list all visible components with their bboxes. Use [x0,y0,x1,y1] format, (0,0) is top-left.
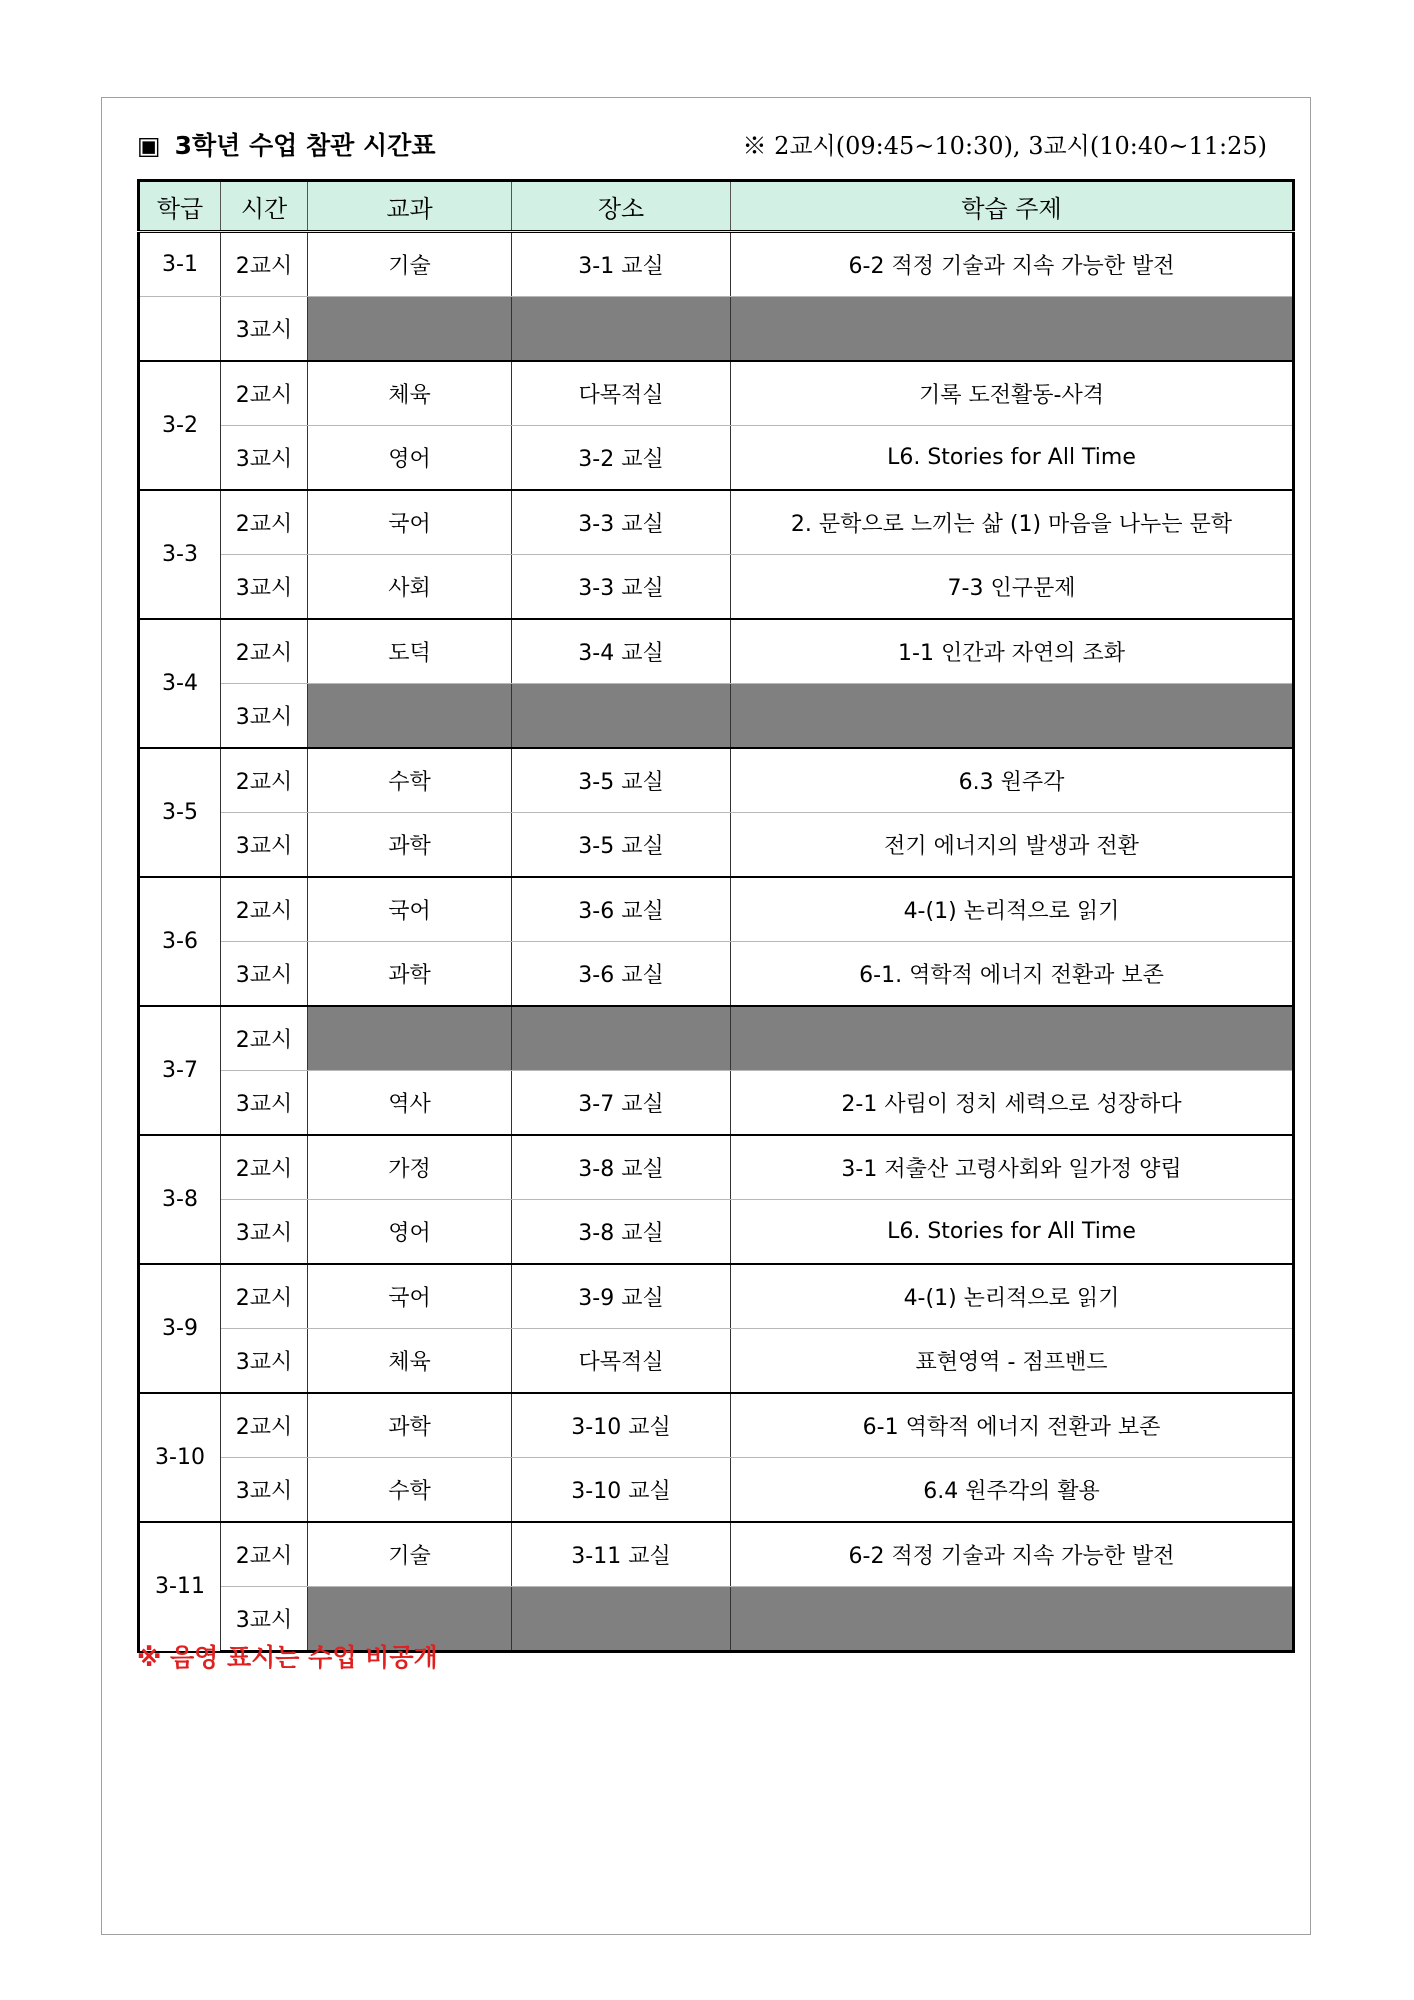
subject-cell: 수학 [308,748,512,813]
subject-cell: 기술 [308,232,512,297]
place-cell: 3-5 교실 [512,813,731,878]
period-cell: 3교시 [221,942,308,1007]
period-cell: 2교시 [221,490,308,555]
period-cell: 2교시 [221,1135,308,1200]
place-cell: 3-3 교실 [512,555,731,620]
closed-place-cell [512,297,731,362]
place-cell: 다목적실 [512,1329,731,1394]
class-cell: 3-7 [139,1006,221,1135]
topic-cell: 6-1 역학적 에너지 전환과 보존 [731,1393,1294,1458]
topic-cell: 2-1 사림이 정치 세력으로 성장하다 [731,1071,1294,1136]
place-cell: 3-2 교실 [512,426,731,491]
class-cell: 3-4 [139,619,221,748]
topic-cell: 4-(1) 논리적으로 읽기 [731,877,1294,942]
period-cell: 3교시 [221,1329,308,1394]
table-row [139,619,1294,684]
topic-cell: 1-1 인간과 자연의 조화 [731,619,1294,684]
table-row [139,232,1294,297]
table-row [139,555,1294,620]
period-cell: 2교시 [221,1522,308,1587]
period-cell: 3교시 [221,813,308,878]
place-cell: 다목적실 [512,361,731,426]
period-cell: 2교시 [221,1393,308,1458]
period-cell: 3교시 [221,555,308,620]
topic-cell: 기록 도전활동-사격 [731,361,1294,426]
column-header-period: 시간 [221,181,308,232]
table-header-row [139,181,1294,232]
table-row [139,684,1294,749]
table-row [139,1071,1294,1136]
topic-cell: 6.4 원주각의 활용 [731,1458,1294,1523]
timetable-body [139,232,1294,1652]
closed-subject-cell [308,297,512,362]
topic-cell: L6. Stories for All Time [731,1200,1294,1265]
class-cell: 3-6 [139,877,221,1006]
table-row [139,813,1294,878]
topic-cell: 7-3 인구문제 [731,555,1294,620]
closed-topic-cell [731,297,1294,362]
place-cell: 3-4 교실 [512,619,731,684]
subject-cell: 체육 [308,1329,512,1394]
period-cell: 3교시 [221,1071,308,1136]
closed-place-cell [512,1006,731,1071]
table-row [139,1264,1294,1329]
table-row [139,1006,1294,1071]
place-cell: 3-11 교실 [512,1522,731,1587]
subject-cell: 국어 [308,877,512,942]
place-cell: 3-10 교실 [512,1458,731,1523]
period-cell: 2교시 [221,361,308,426]
table-row [139,426,1294,491]
topic-cell: 6-2 적정 기술과 지속 가능한 발전 [731,232,1294,297]
table-row [139,942,1294,1007]
subject-cell: 국어 [308,490,512,555]
topic-cell: 3-1 저출산 고령사회와 일가정 양립 [731,1135,1294,1200]
document-header [137,124,1267,168]
closed-topic-cell [731,1006,1294,1071]
place-cell: 3-7 교실 [512,1071,731,1136]
class-cell: 3-1 [139,232,221,297]
period-cell: 3교시 [221,1587,308,1652]
subject-cell: 기술 [308,1522,512,1587]
column-header-class: 학급 [139,181,221,232]
subject-cell: 영어 [308,426,512,491]
place-cell: 3-6 교실 [512,877,731,942]
subject-cell: 과학 [308,942,512,1007]
period-cell: 2교시 [221,232,308,297]
topic-cell: 표현영역 - 점프밴드 [731,1329,1294,1394]
table-row [139,877,1294,942]
column-header-place: 장소 [512,181,731,232]
period-cell: 3교시 [221,297,308,362]
topic-cell: L6. Stories for All Time [731,426,1294,491]
subject-cell: 가정 [308,1135,512,1200]
subject-cell: 도덕 [308,619,512,684]
observation-timetable [137,179,1295,1653]
subject-cell: 역사 [308,1071,512,1136]
place-cell: 3-8 교실 [512,1135,731,1200]
subject-cell: 수학 [308,1458,512,1523]
subject-cell: 국어 [308,1264,512,1329]
table-row [139,361,1294,426]
class-cell: 3-10 [139,1393,221,1522]
period-cell: 2교시 [221,877,308,942]
table-row [139,490,1294,555]
closed-topic-cell [731,684,1294,749]
closed-topic-cell [731,1587,1294,1652]
table-row [139,1458,1294,1523]
table-row [139,1522,1294,1587]
topic-cell: 4-(1) 논리적으로 읽기 [731,1264,1294,1329]
subject-cell: 과학 [308,1393,512,1458]
table-row [139,748,1294,813]
subject-cell: 과학 [308,813,512,878]
column-header-subject: 교과 [308,181,512,232]
period-cell: 3교시 [221,426,308,491]
table-row [139,1135,1294,1200]
schedule-note: ※ 2교시(09:45~10:30), 3교시(10:40~11:25) [742,132,1267,160]
table-row [139,1393,1294,1458]
class-cell: 3-5 [139,748,221,877]
subject-cell: 체육 [308,361,512,426]
page-title [137,124,435,168]
period-cell: 3교시 [221,1458,308,1523]
period-cell: 2교시 [221,1264,308,1329]
period-cell: 2교시 [221,1006,308,1071]
place-cell: 3-5 교실 [512,748,731,813]
closed-subject-cell [308,684,512,749]
place-cell: 3-6 교실 [512,942,731,1007]
topic-cell: 6-1. 역학적 에너지 전환과 보존 [731,942,1294,1007]
place-cell: 3-8 교실 [512,1200,731,1265]
topic-cell: 2. 문학으로 느끼는 삶 (1) 마음을 나누는 문학 [731,490,1294,555]
class-cell: 3-3 [139,490,221,619]
title-marker-icon: ▣ [137,131,161,160]
topic-cell: 전기 에너지의 발생과 전환 [731,813,1294,878]
place-cell: 3-3 교실 [512,490,731,555]
title-text: 3학년 수업 참관 시간표 [174,131,436,160]
period-cell: 3교시 [221,684,308,749]
place-cell: 3-10 교실 [512,1393,731,1458]
class-cell: 3-9 [139,1264,221,1393]
class-cell: 3-8 [139,1135,221,1264]
topic-cell: 6.3 원주각 [731,748,1294,813]
table-row [139,1329,1294,1394]
footnote: ※ 음영 표시는 수업 비공개 [137,1643,438,1672]
closed-subject-cell [308,1006,512,1071]
table-row [139,1200,1294,1265]
place-cell: 3-9 교실 [512,1264,731,1329]
class-cell-empty [139,297,221,362]
closed-place-cell [512,1587,731,1652]
table-row [139,297,1294,362]
period-cell: 2교시 [221,619,308,684]
period-cell: 2교시 [221,748,308,813]
period-cell: 3교시 [221,1200,308,1265]
column-header-topic: 학습 주제 [731,181,1294,232]
subject-cell: 영어 [308,1200,512,1265]
class-cell: 3-11 [139,1522,221,1652]
subject-cell: 사회 [308,555,512,620]
class-cell: 3-2 [139,361,221,490]
topic-cell: 6-2 적정 기술과 지속 가능한 발전 [731,1522,1294,1587]
closed-place-cell [512,684,731,749]
place-cell: 3-1 교실 [512,232,731,297]
